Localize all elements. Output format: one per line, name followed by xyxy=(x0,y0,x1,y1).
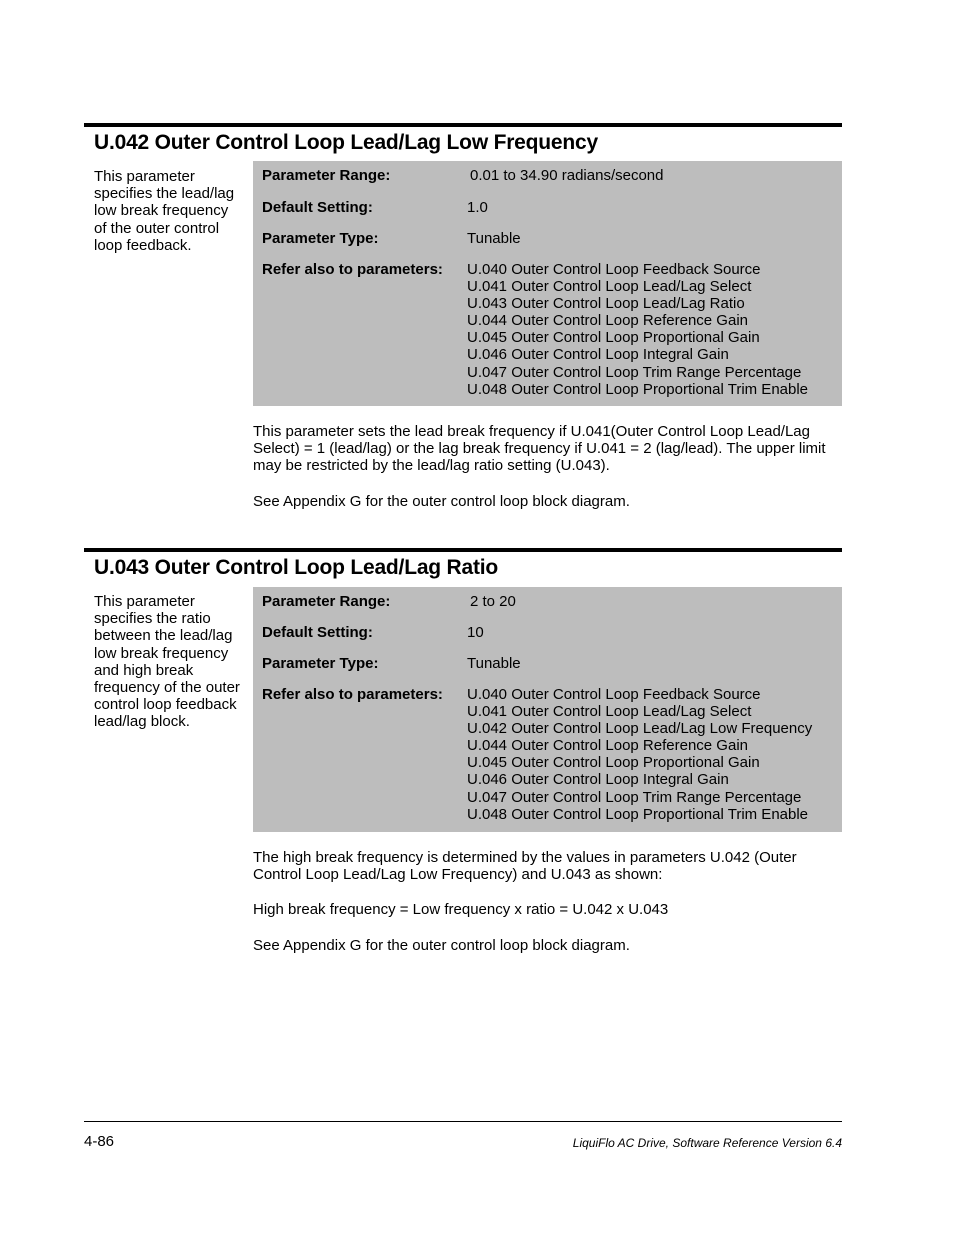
parameter-section-u043 xyxy=(84,548,842,954)
default-label: Default Setting: xyxy=(262,624,373,641)
type-value: Tunable xyxy=(467,230,521,247)
refer-item: U.040 Outer Control Loop Feedback Source xyxy=(467,261,761,278)
range-value: 2 to 20 xyxy=(470,593,516,610)
note-paragraph: See Appendix G for the outer control loop block diagram. xyxy=(253,936,630,954)
parameter-info-box xyxy=(253,587,842,832)
refer-item: U.043 Outer Control Loop Lead/Lag Ratio xyxy=(467,295,745,313)
refer-item: U.044 Outer Control Loop Reference Gain xyxy=(467,737,748,755)
refer-item: U.041 Outer Control Loop Lead/Lag Select xyxy=(467,703,752,721)
refer-list xyxy=(467,686,812,823)
refer-item: U.048 Outer Control Loop Proportional Trim Enable xyxy=(467,380,809,398)
refer-item: U.041 Outer Control Loop Lead/Lag Select xyxy=(467,278,752,296)
refer-item: U.042 Outer Control Loop Lead/Lag Low Frequency xyxy=(467,720,813,738)
note-paragraph: The high break frequency is determined by the values in parameters U.042 (Outer Control Loop Lead/Lag Low Frequency) and U.043 as shown: xyxy=(253,849,797,884)
range-label: Parameter Range: xyxy=(262,167,391,184)
refer-item: U.044 Outer Control Loop Reference Gain xyxy=(467,312,748,330)
note-paragraph: See Appendix G for the outer control loop block diagram. xyxy=(253,492,630,510)
footer-rule xyxy=(84,1121,842,1122)
default-value: 10 xyxy=(467,624,484,641)
parameter-section-u042 xyxy=(84,123,842,510)
note-paragraph: This parameter sets the lead break frequency if U.041(Outer Control Loop Lead/Lag Select) = 1 (lead/lag) or the lag break frequency if U.041 = 2 (lag/lead). The upper limit may be restricted by the lead/lag ratio setting (U.043). xyxy=(253,423,826,475)
parameter-info-box xyxy=(253,161,842,406)
refer-label: Refer also to parameters: xyxy=(262,686,443,703)
default-value: 1.0 xyxy=(467,199,488,216)
range-value: 0.01 to 34.90 radians/second xyxy=(470,167,664,184)
parameter-description: This parameter specifies the ratio between the lead/lag low break frequency and high break frequency of the outer control loop feedback lead/lag block. xyxy=(94,593,240,731)
default-label: Default Setting: xyxy=(262,199,373,216)
refer-list xyxy=(467,261,808,398)
refer-item: U.046 Outer Control Loop Integral Gain xyxy=(467,346,729,364)
parameter-notes xyxy=(253,423,848,510)
refer-item: U.045 Outer Control Loop Proportional Gain xyxy=(467,754,760,772)
refer-item: U.040 Outer Control Loop Feedback Source xyxy=(467,686,761,703)
section-title: U.042 Outer Control Loop Lead/Lag Low Frequency xyxy=(94,131,598,154)
refer-item: U.047 Outer Control Loop Trim Range Percentage xyxy=(467,788,802,806)
range-label: Parameter Range: xyxy=(262,593,391,610)
refer-item: U.047 Outer Control Loop Trim Range Percentage xyxy=(467,363,802,381)
page-number: 4-86 xyxy=(84,1133,115,1150)
parameter-notes xyxy=(253,849,848,954)
refer-item: U.046 Outer Control Loop Integral Gain xyxy=(467,771,729,789)
type-label: Parameter Type: xyxy=(262,655,379,672)
section-title: U.043 Outer Control Loop Lead/Lag Ratio xyxy=(94,556,499,579)
type-label: Parameter Type: xyxy=(262,230,379,247)
type-value: Tunable xyxy=(467,655,521,672)
footer-title: LiquiFlo AC Drive, Software Reference Version 6.4 xyxy=(572,1136,842,1150)
parameter-description: This parameter specifies the lead/lag low break frequency of the outer control loop feedback. xyxy=(94,168,235,254)
refer-item: U.048 Outer Control Loop Proportional Trim Enable xyxy=(467,805,809,823)
refer-item: U.045 Outer Control Loop Proportional Gain xyxy=(467,329,760,347)
note-paragraph: High break frequency = Low frequency x ratio = U.042 x U.043 xyxy=(253,901,669,919)
refer-label: Refer also to parameters: xyxy=(262,261,443,278)
